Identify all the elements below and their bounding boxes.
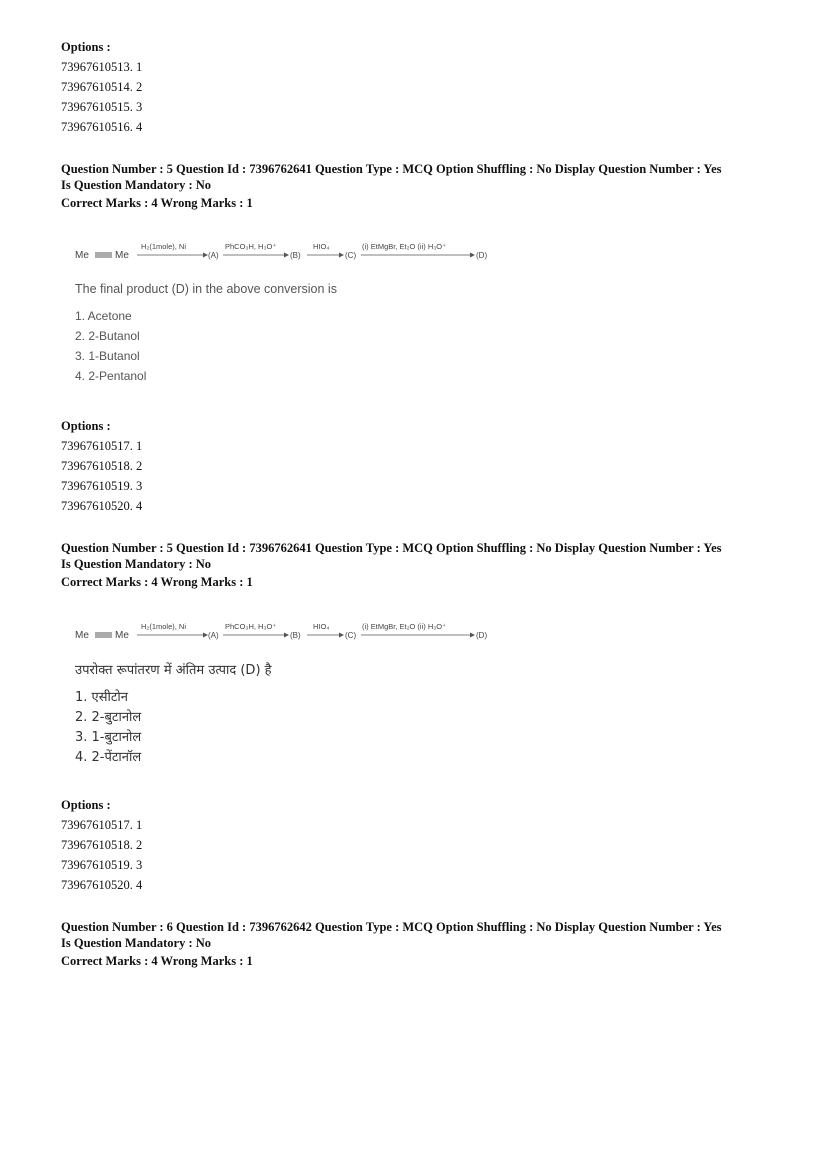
question-meta xyxy=(61,540,771,590)
option-item: 73967610518. 2 xyxy=(61,838,143,852)
intermediate-b: (B) xyxy=(290,251,301,260)
step4-reagent: (i) EtMgBr, Et₂O (ii) H₃O⁺ xyxy=(362,622,447,631)
question-image xyxy=(75,236,555,386)
reaction-scheme xyxy=(75,616,555,652)
scheme-start: Me xyxy=(75,630,89,641)
option-item: 73967610517. 1 xyxy=(61,439,143,453)
question-marks: Correct Marks : 4 Wrong Marks : 1 xyxy=(61,954,253,968)
step3-reagent: HIO₄ xyxy=(313,242,330,251)
option-item: 73967610516. 4 xyxy=(61,120,143,134)
option-item: 73967610519. 3 xyxy=(61,858,143,872)
question-mandatory: Is Question Mandatory : No xyxy=(61,557,212,571)
question-meta-line1: Question Number : 5 Question Id : 7396762641 Question Type : MCQ Option Shuffling : No Display Question Number : Yes xyxy=(61,162,722,176)
question-mandatory: Is Question Mandatory : No xyxy=(61,178,212,192)
options-heading: Options : xyxy=(61,798,111,812)
step1-reagent: H₂(1mole), Ni xyxy=(141,242,186,251)
reaction-scheme xyxy=(75,236,555,272)
option-item: 73967610518. 2 xyxy=(61,459,143,473)
option-item: 73967610520. 4 xyxy=(61,878,143,892)
answer-choices xyxy=(75,306,555,386)
intermediate-c: (C) xyxy=(345,251,357,260)
options-block xyxy=(61,795,142,895)
answer-choice: 2. 2-Butanol xyxy=(75,329,140,343)
question-meta-line1: Question Number : 6 Question Id : 7396762642 Question Type : MCQ Option Shuffling : No Display Question Number : Yes xyxy=(61,920,722,934)
scheme-end: Me xyxy=(115,250,129,261)
top-options-block xyxy=(61,37,142,137)
intermediate-a: (A) xyxy=(208,251,219,260)
option-item: 73967610513. 1 xyxy=(61,60,143,74)
scheme-start: Me xyxy=(75,250,89,261)
question-text: उपरोक्त रूपांतरण में अंतिम उत्पाद (D) है xyxy=(75,663,272,678)
option-item: 73967610519. 3 xyxy=(61,479,143,493)
answer-choice: 2. 2-बुटानोल xyxy=(75,710,142,725)
step2-reagent: PhCO₃H, H₃O⁺ xyxy=(225,622,277,631)
step2-reagent: PhCO₃H, H₃O⁺ xyxy=(225,242,277,251)
option-item: 73967610517. 1 xyxy=(61,818,143,832)
answer-choice: 3. 1-Butanol xyxy=(75,349,140,363)
step3-reagent: HIO₄ xyxy=(313,622,330,631)
answer-choices xyxy=(75,688,555,768)
step4-reagent: (i) EtMgBr, Et₂O (ii) H₃O⁺ xyxy=(362,242,447,251)
product-d: (D) xyxy=(476,631,488,640)
answer-choice: 3. 1-बुटानोल xyxy=(75,730,142,745)
question-meta xyxy=(61,161,771,211)
question-marks: Correct Marks : 4 Wrong Marks : 1 xyxy=(61,575,253,589)
product-d: (D) xyxy=(476,251,488,260)
question-meta-line1: Question Number : 5 Question Id : 7396762641 Question Type : MCQ Option Shuffling : No Display Question Number : Yes xyxy=(61,541,722,555)
intermediate-a: (A) xyxy=(208,631,219,640)
question-mandatory: Is Question Mandatory : No xyxy=(61,936,212,950)
options-block xyxy=(61,416,142,516)
step1-reagent: H₂(1mole), Ni xyxy=(141,622,186,631)
intermediate-c: (C) xyxy=(345,631,357,640)
answer-choice: 4. 2-पेंटानॉल xyxy=(75,750,142,765)
options-heading: Options : xyxy=(61,40,111,54)
scheme-end: Me xyxy=(115,630,129,641)
answer-choice: 1. एसीटोन xyxy=(75,690,129,705)
question-image xyxy=(75,616,555,768)
option-item: 73967610515. 3 xyxy=(61,100,143,114)
question-marks: Correct Marks : 4 Wrong Marks : 1 xyxy=(61,196,253,210)
option-item: 73967610520. 4 xyxy=(61,499,143,513)
intermediate-b: (B) xyxy=(290,631,301,640)
option-item: 73967610514. 2 xyxy=(61,80,143,94)
answer-choice: 4. 2-Pentanol xyxy=(75,369,147,383)
options-heading: Options : xyxy=(61,419,111,433)
answer-choice: 1. Acetone xyxy=(75,309,132,323)
question-text: The final product (D) in the above conversion is xyxy=(75,282,337,296)
question-meta xyxy=(61,919,771,969)
